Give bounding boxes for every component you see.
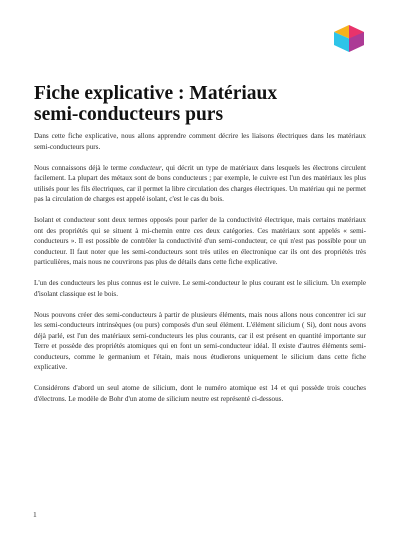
paragraph-2 [34,163,366,205]
document-body [34,131,366,415]
title-line-1: Fiche explicative : Matériaux [34,83,278,104]
paragraph-6: Considérons d'abord un seul atome de silicium, dont le numéro atomique est 14 et qui possède trois couches d'électrons. Le modèle de Bohr d'un atome de silicium neutre est représenté ci-dessous. [34,384,366,403]
paragraph-2-rest: , qui décrit un type de matériaux dans lesquels les électrons circulent facilement. La plupart des métaux sont de bons conducteurs ; par exemple, le cuivre est l'un des matériaux les plus utilisés pour les fils électriques, car il permet la libre circulation des charges électriques. Un matériau qui ne permet pas la circulation de charges est appelé isolant, c'est le cas du bois. [34,163,366,204]
paragraph-2-start: Nous connaissons déjà le terme [34,163,130,172]
page-number: 1 [33,510,37,519]
paragraph-3: Isolant et conducteur sont deux termes opposés pour parler de la conductivité électrique, mais certains matériaux ont des propriétés qui se situent à mi-chemin entre ces deux catégories. Ces matériaux sont appelés « semi-conducteurs ». Il est possible de contrôler la conductivité d'un semi-conducteur, ce qui n'est pas possible pour un conducteur. Il faut noter que les semi-conducteurs sont très utiles en électronique car ils ont des propriétés très particulières, mais nous ne couvrirons pas plus de détails dans cette fiche explicative. [34,216,366,267]
nagwa-logo-icon [334,25,364,52]
paragraph-4: L'un des conducteurs les plus connus est le cuivre. Le semi-conducteur le plus courant est le silicium. Un exemple d'isolant classique est le bois. [34,279,366,298]
page-title [34,83,374,125]
term-conducteur: conducteur [129,163,162,172]
paragraph-5: Nous pouvons créer des semi-conducteurs à partir de plusieurs éléments, mais nous allons nous concentrer ici sur les semi-conducteurs intrinsèques (ou purs) composés d'un seul élément. L'élément silicium ( Si), dont nous avons déjà parlé, est l'un des matériaux semi-conducteurs les plus courants, car il est présent en quantité importante sur Terre et possède des propriétés atomiques qui en font un semi-conducteur idéal. Il existe d'autres éléments semi-conducteurs, comme le germanium et l'étain, mais nous étudierons uniquement le silicium dans cette fiche explicative. [34,310,366,372]
paragraph-1: Dans cette fiche explicative, nous allons apprendre comment décrire les liaisons électriques dans les matériaux semi-conducteurs purs. [34,132,366,151]
title-line-2: semi-conducteurs purs [34,104,224,125]
